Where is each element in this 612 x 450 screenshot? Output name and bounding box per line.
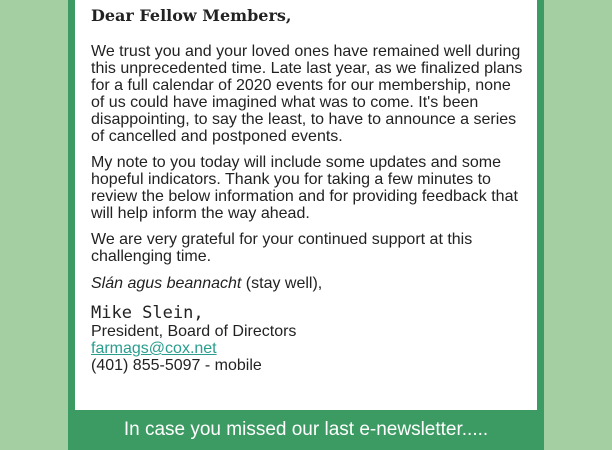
greeting: Dear Fellow Members, xyxy=(91,6,292,25)
letter-content xyxy=(91,0,527,374)
signature-title: President, Board of Directors xyxy=(91,323,297,340)
signature-phone: (401) 855-5097 - mobile xyxy=(91,357,262,374)
closing-line xyxy=(91,275,527,292)
paragraph-gratitude: We are very grateful for your continued support at this challenging time. xyxy=(91,231,473,265)
paragraph-intro: We trust you and your loved ones have remained well during this unprecedented time. Late last year, as we finalized plans for a full calendar of 2020 events for our membership, none of us could have imagined what was to come. It's been disappointing, to say the least, to have to announce a series of cancelled and postponed events. xyxy=(91,43,523,145)
email-link[interactable]: farmags@cox.net xyxy=(91,340,217,357)
closing-irish: Slán agus beannacht xyxy=(91,275,242,292)
paragraph-updates: My note to you today will include some updates and some hopeful indicators. Thank you for taking a few minutes to review the below information and for providing feedback that will help inform the way ahead. xyxy=(91,154,518,222)
closing-english: (stay well), xyxy=(241,275,323,292)
previous-newsletter-banner[interactable]: In case you missed our last e-newsletter..... xyxy=(75,410,537,450)
signature-name: Mike Slein, xyxy=(91,303,204,323)
